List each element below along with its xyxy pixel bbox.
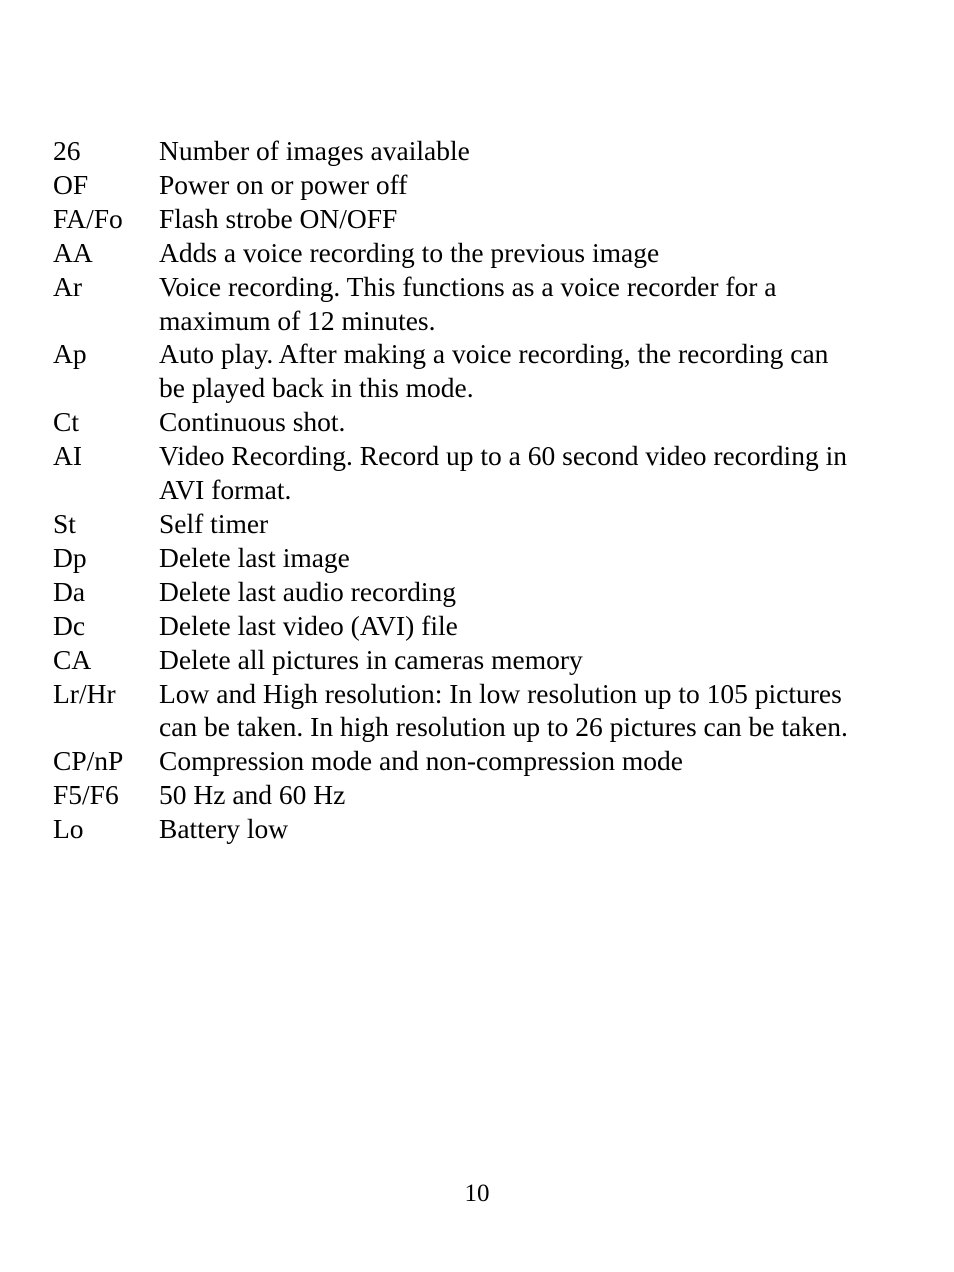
code-description [159,812,933,846]
display-code: FA/Fo [53,202,123,234]
code-entry [53,439,933,507]
display-code: Ct [53,406,79,438]
description-line: Video Recording. Record up to a 60 second video recording in [159,440,847,472]
description-line: can be taken. In high resolution up to 26 pictures can be taken. [159,711,848,743]
description-line: Delete last audio recording [159,575,457,607]
code-description [159,677,933,745]
code-description [159,575,933,609]
code-description [159,744,933,778]
display-code: CP/nP [53,745,124,777]
code-entry [53,812,933,846]
code-entry [53,744,933,778]
description-line: AVI format. [159,474,292,506]
code-entry [53,202,933,236]
code-entry [53,778,933,812]
code-entry [53,337,933,405]
display-code: St [53,507,76,539]
display-code: Ap [53,338,87,370]
code-entry [53,236,933,270]
description-line: Continuous shot. [159,406,346,438]
code-description [159,134,933,168]
display-code: AA [53,236,93,268]
display-code: 26 [53,135,81,166]
description-line: Auto play. After making a voice recording, the recording can [159,338,829,370]
code-description [159,507,933,541]
description-line: Delete last video (AVI) file [159,609,458,641]
code-entry [53,575,933,609]
code-entry [53,643,933,677]
code-description [159,337,933,405]
description-line: maximum of 12 minutes. [159,304,436,336]
description-line: be played back in this mode. [159,372,474,404]
display-code: F5/F6 [53,779,119,811]
code-description [159,168,933,202]
code-entry [53,507,933,541]
display-code: OF [53,168,89,200]
code-entry [53,168,933,202]
description-line: Delete last image [159,541,350,573]
description-line: Power on or power off [159,168,408,200]
display-code: Ar [53,270,83,302]
code-entry [53,134,933,168]
display-code: AI [53,440,83,472]
code-description [159,643,933,677]
display-code-list [53,134,933,846]
code-entry [53,609,933,643]
code-description [159,609,933,643]
code-description [159,270,933,338]
description-line: Number of images available [159,135,470,166]
code-description [159,778,933,812]
description-line: Compression mode and non-compression mode [159,745,683,777]
description-line: Adds a voice recording to the previous image [159,236,660,268]
code-description [159,405,933,439]
display-code: Da [53,575,86,607]
description-line: Voice recording. This functions as a voice recorder for a [159,270,777,302]
code-description [159,439,933,507]
code-description [159,236,933,270]
code-description [159,202,933,236]
display-code: Lo [53,813,84,845]
display-code: Dc [53,609,86,641]
page-number: 10 [464,1180,490,1207]
code-entry [53,677,933,745]
code-entry [53,405,933,439]
code-entry [53,541,933,575]
description-line: Self timer [159,507,269,539]
code-description [159,541,933,575]
display-code: Lr/Hr [53,677,116,709]
description-line: 50 Hz and 60 Hz [159,779,346,811]
display-code: Dp [53,541,87,573]
description-line: Low and High resolution: In low resolution up to 105 pictures [159,677,842,709]
code-entry [53,270,933,338]
description-line: Flash strobe ON/OFF [159,202,398,234]
display-code: CA [53,643,92,675]
description-line: Delete all pictures in cameras memory [159,643,583,675]
description-line: Battery low [159,813,289,845]
